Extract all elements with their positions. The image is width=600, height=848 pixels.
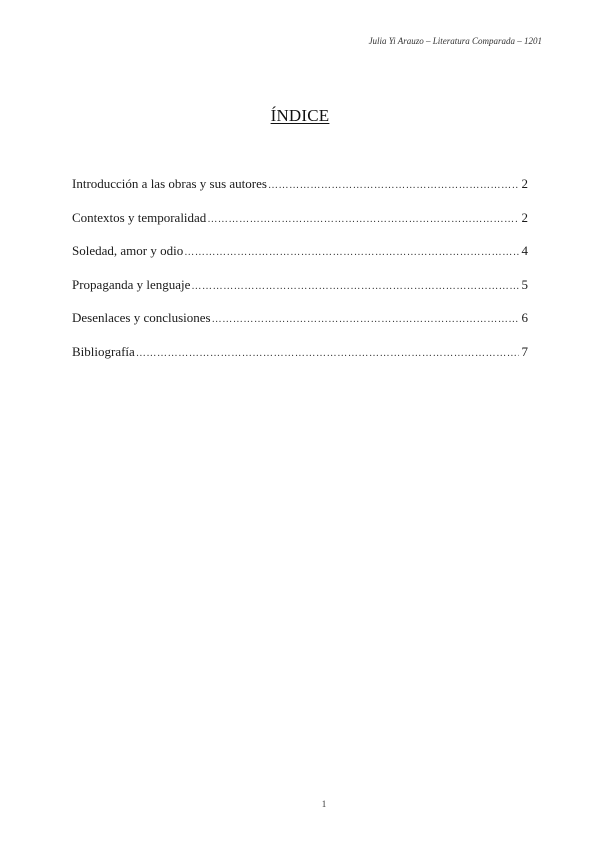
toc-dot-leader — [184, 247, 518, 258]
toc-entry[interactable] — [72, 277, 528, 311]
toc-entry-label: Propaganda y lenguaje — [72, 276, 191, 292]
toc-dot-leader — [191, 281, 518, 292]
toc-entry-label: Introducción a las obras y sus autores — [72, 176, 267, 191]
page-title: ÍNDICE — [270, 106, 330, 125]
toc-entry-page: 4 — [521, 243, 528, 259]
toc-entry[interactable] — [72, 176, 528, 210]
toc-entry[interactable] — [72, 344, 528, 378]
toc-entry-label: Soledad, amor y odio — [72, 243, 184, 259]
toc-entry-page: 5 — [521, 276, 528, 292]
toc-entry-page: 6 — [521, 310, 528, 326]
running-header: Julia Yi Arauzo – Literatura Comparada – 1201 — [368, 36, 542, 46]
toc-entry-page: 2 — [521, 176, 528, 191]
toc-entry-page: 7 — [521, 343, 528, 359]
toc-entry-label: Contextos y temporalidad — [72, 209, 207, 225]
table-of-contents — [72, 176, 528, 378]
toc-entry-page: 2 — [521, 209, 528, 225]
page-number: 1 — [321, 799, 327, 809]
toc-dot-leader — [136, 348, 519, 359]
toc-entry[interactable] — [72, 210, 528, 244]
toc-dot-leader — [268, 180, 519, 191]
toc-entry-label: Desenlaces y conclusiones — [72, 310, 211, 326]
toc-entry-label: Bibliografía — [72, 343, 135, 359]
toc-entry[interactable] — [72, 243, 528, 277]
toc-dot-leader — [212, 314, 519, 325]
toc-entry[interactable] — [72, 310, 528, 344]
toc-dot-leader — [207, 214, 518, 225]
